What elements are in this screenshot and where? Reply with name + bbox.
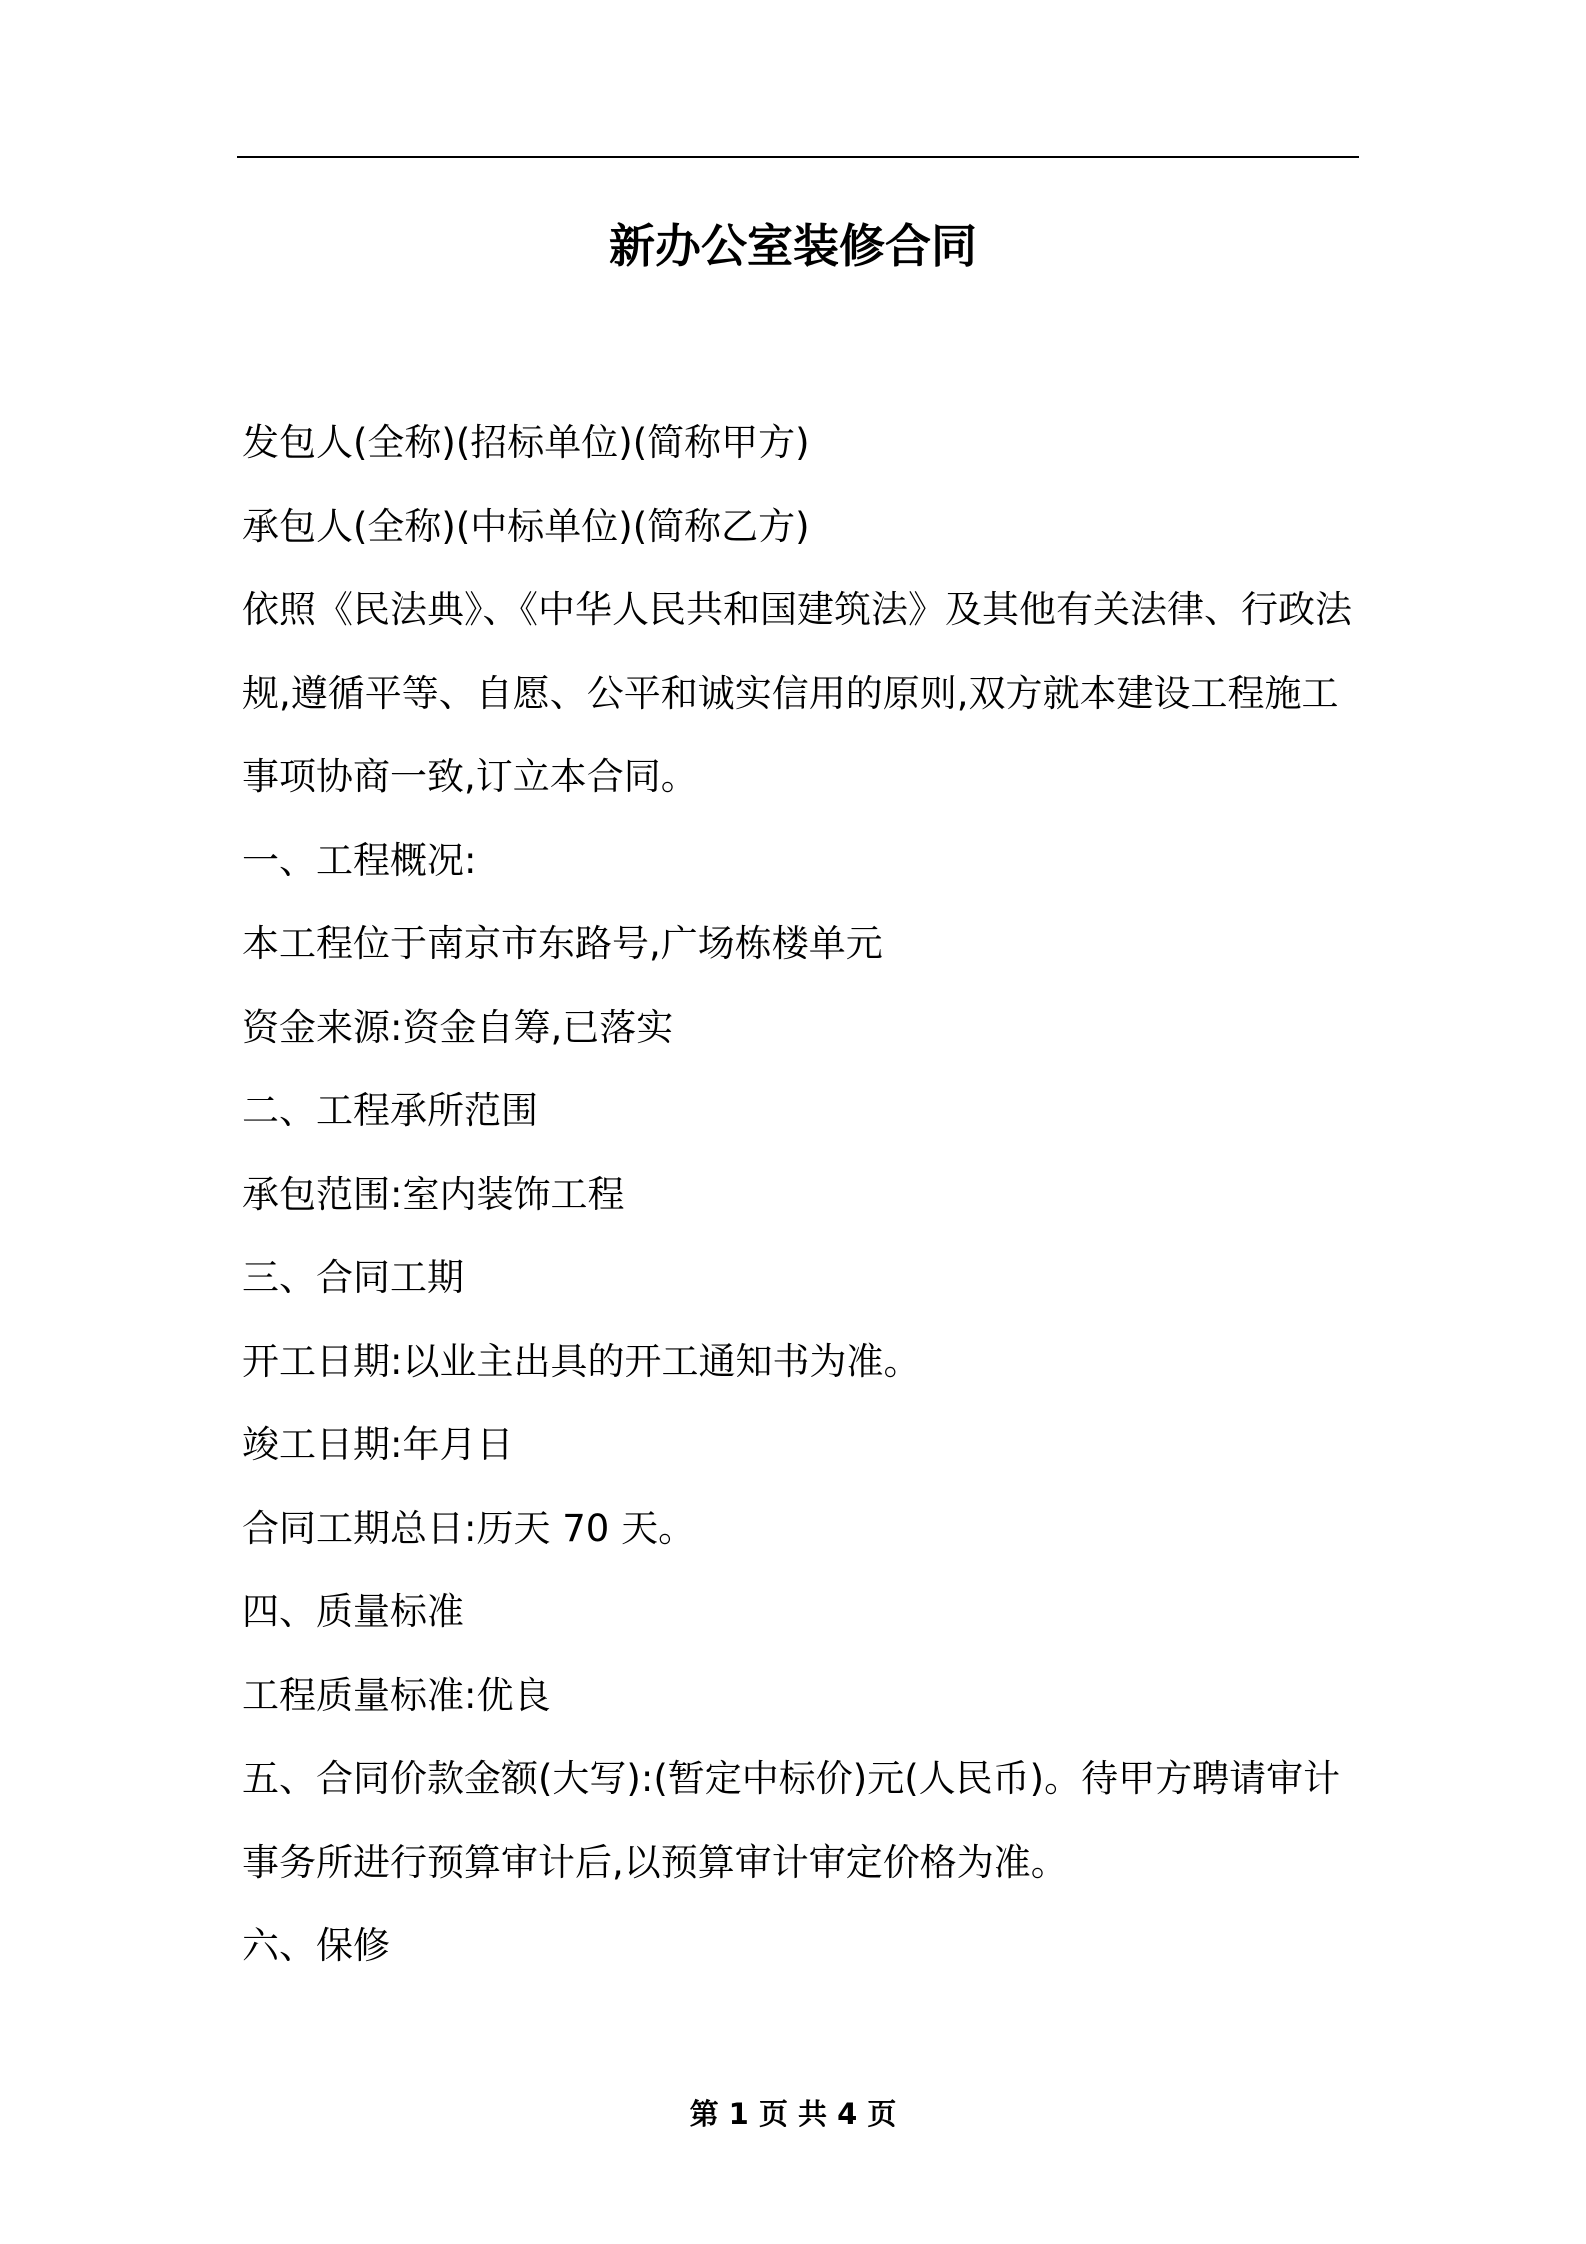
- section-heading-quality: 四、质量标准: [242, 1590, 464, 1633]
- paragraph-contractor: 承包人(全称)(中标单位)(简称乙方): [242, 504, 810, 548]
- paragraph-preamble-line-2: 规,遵循平等、自愿、公平和诚实信用的原则,双方就本建设工程施工: [242, 671, 1339, 715]
- paragraph-price-line-2: 事务所进行预算审计后,以预算审计审定价格为准。: [242, 1840, 1068, 1884]
- paragraph-preamble-line-1: 依照《民法典》、《中华人民共和国建筑法》及其他有关法律、行政法: [242, 588, 1352, 631]
- paragraph-total-days: 合同工期总日:历天 70 天。: [242, 1506, 696, 1550]
- section-heading-warranty: 六、保修: [242, 1924, 390, 1967]
- paragraph-scope: 承包范围:室内装饰工程: [242, 1172, 625, 1216]
- paragraph-completion-date: 竣工日期:年月日: [242, 1423, 514, 1466]
- paragraph-employer: 发包人(全称)(招标单位)(简称甲方): [242, 421, 810, 464]
- paragraph-start-date: 开工日期:以业主出具的开工通知书为准。: [242, 1339, 921, 1383]
- paragraph-price-line-1: 五、合同价款金额(大写):(暂定中标价)元(人民币)。待甲方聘请审计: [242, 1757, 1341, 1800]
- document-title: 新办公室装修合同: [609, 219, 977, 273]
- document-body: [242, 401, 1360, 1988]
- section-heading-scope: 二、工程承所范围: [242, 1089, 538, 1132]
- paragraph-location: 本工程位于南京市东路号,广场栋楼单元: [242, 922, 883, 965]
- page-number: 第 1 页 共 4 页: [689, 2097, 897, 2131]
- header-rule: [237, 156, 1359, 158]
- paragraph-quality: 工程质量标准:优良: [242, 1673, 551, 1717]
- paragraph-funding: 资金来源:资金自筹,已落实: [242, 1005, 674, 1049]
- section-heading-overview: 一、工程概况:: [242, 838, 477, 882]
- section-heading-duration: 三、合同工期: [242, 1256, 464, 1299]
- paragraph-preamble-line-3: 事项协商一致,订立本合同。: [242, 755, 698, 798]
